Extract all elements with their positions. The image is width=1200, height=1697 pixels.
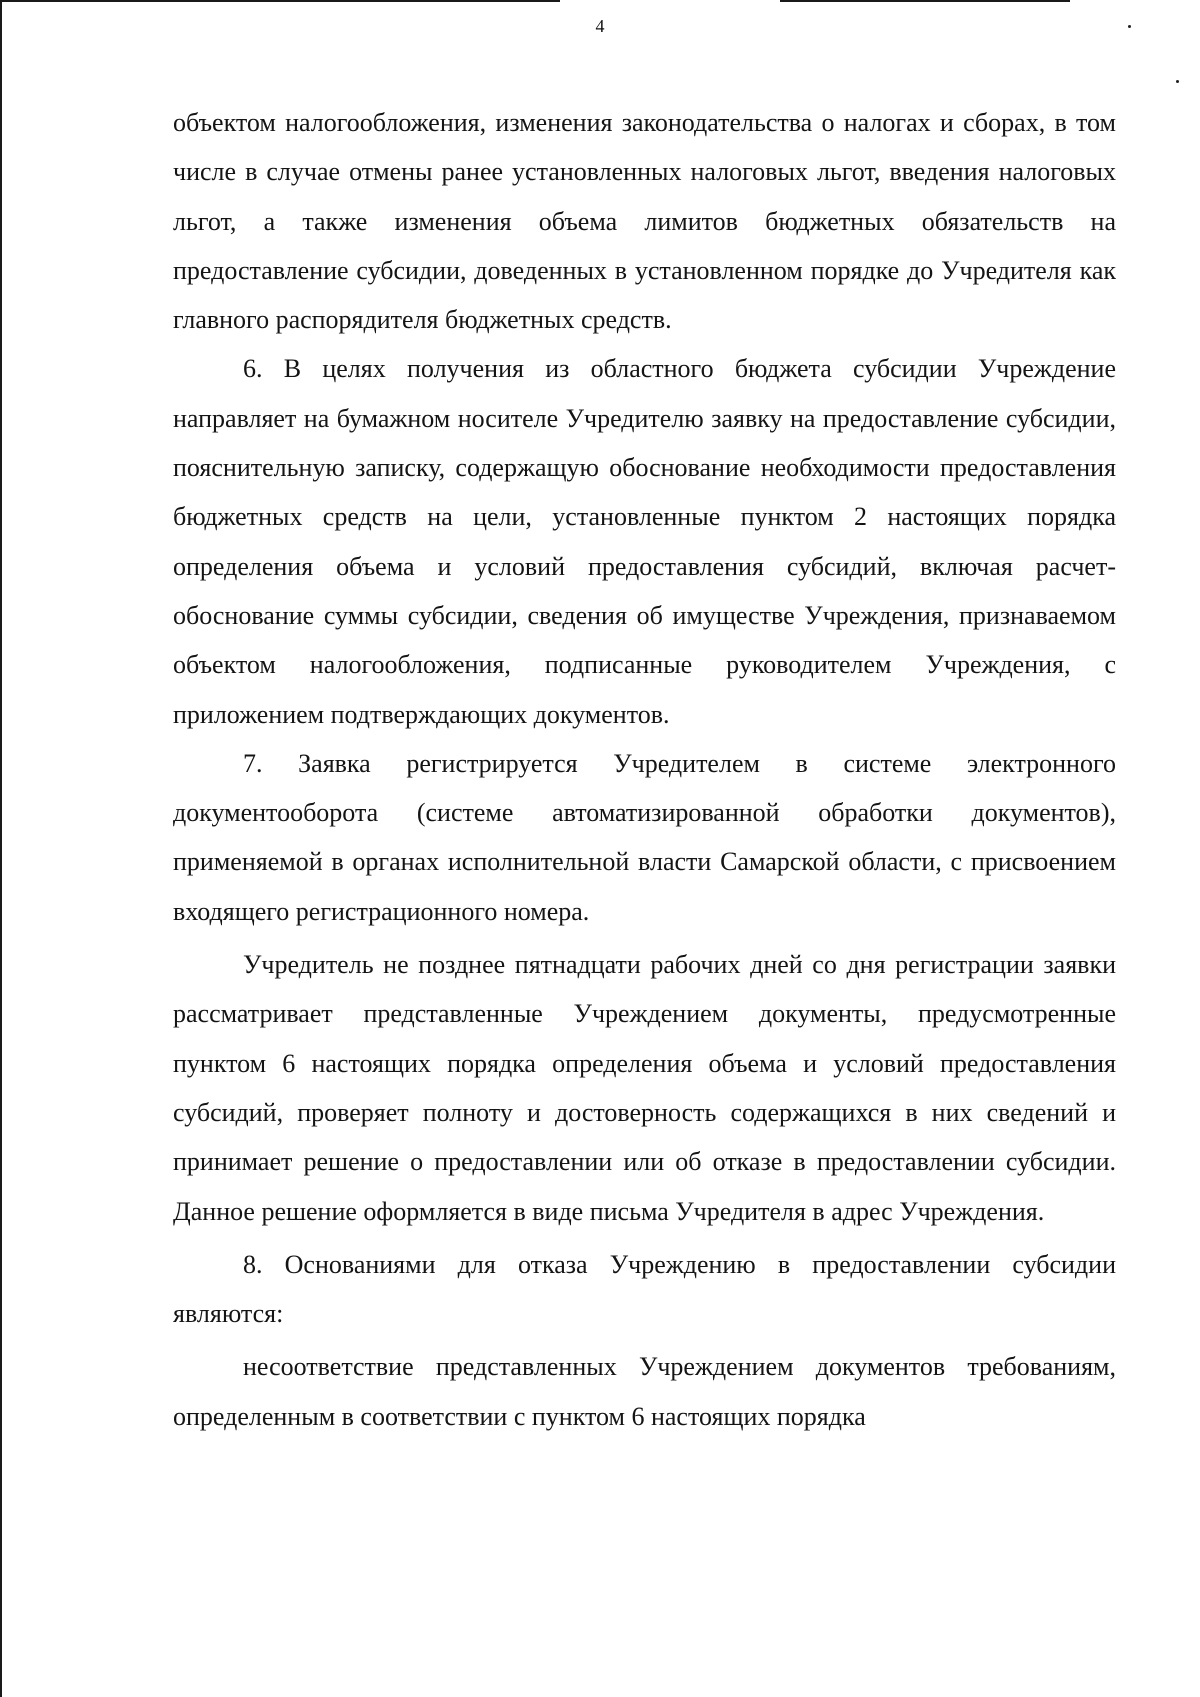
document-body bbox=[173, 98, 1116, 1441]
scan-speck bbox=[1176, 80, 1179, 83]
paragraph-item-7: 7. Заявка регистрируется Учредителем в системе электронного документооборота (системе автоматизированной обработки документов), применяемой в органах исполнительной власти Самарской области, с присвоением входящего регистрационного номера. bbox=[173, 748, 1116, 926]
page-number: 4 bbox=[595, 16, 605, 36]
paragraph-item-6: 6. В целях получения из областного бюджета субсидии Учреждение направляет на бумажном носителе Учредителю заявку на предоставление субсидии, пояснительную записку, содержащую обоснование необходимости предоставления бюджетных средств на цели, установленные пунктом 2 настоящих порядка определения объема и условий предоставления субсидий, включая расчет-обоснование суммы субсидии, сведения об имуществе Учреждения, признаваемом объектом налогообложения, подписанные руководителем Учреждения, с приложением подтверждающих документов. bbox=[173, 354, 1116, 729]
scan-top-edge-right bbox=[780, 0, 1070, 2]
scan-top-edge-left bbox=[0, 0, 560, 2]
paragraph-refusal-ground: несоответствие представленных Учреждением документов требованиям, определенным в соответствии с пунктом 6 настоящих порядка bbox=[173, 1352, 1116, 1431]
paragraph-continuation: объектом налогообложения, изменения законодательства о налогах и сборах, в том числе в случае отмены ранее установленных налоговых льгот, введения налоговых льгот, а также изменения объема лимитов бюджетных обязательств на предоставление субсидии, доведенных в установленном порядке до Учредителя как главного распорядителя бюджетных средств. bbox=[173, 108, 1116, 335]
paragraph-founder-review: Учредитель не позднее пятнадцати рабочих дней со дня регистрации заявки рассматривает представленные Учреждением документы, предусмотренные пунктом 6 настоящих порядка определения объема и условий предоставления субсидий, проверяет полноту и достоверность содержащихся в них сведений и принимает решение о предоставлении или об отказе в предоставлении субсидии. Данное решение оформляется в виде письма Учредителя в адрес Учреждения. bbox=[173, 950, 1116, 1226]
scan-left-edge bbox=[0, 0, 6, 1697]
paragraph-item-8: 8. Основаниями для отказа Учреждению в предоставлении субсидии являются: bbox=[173, 1249, 1116, 1329]
